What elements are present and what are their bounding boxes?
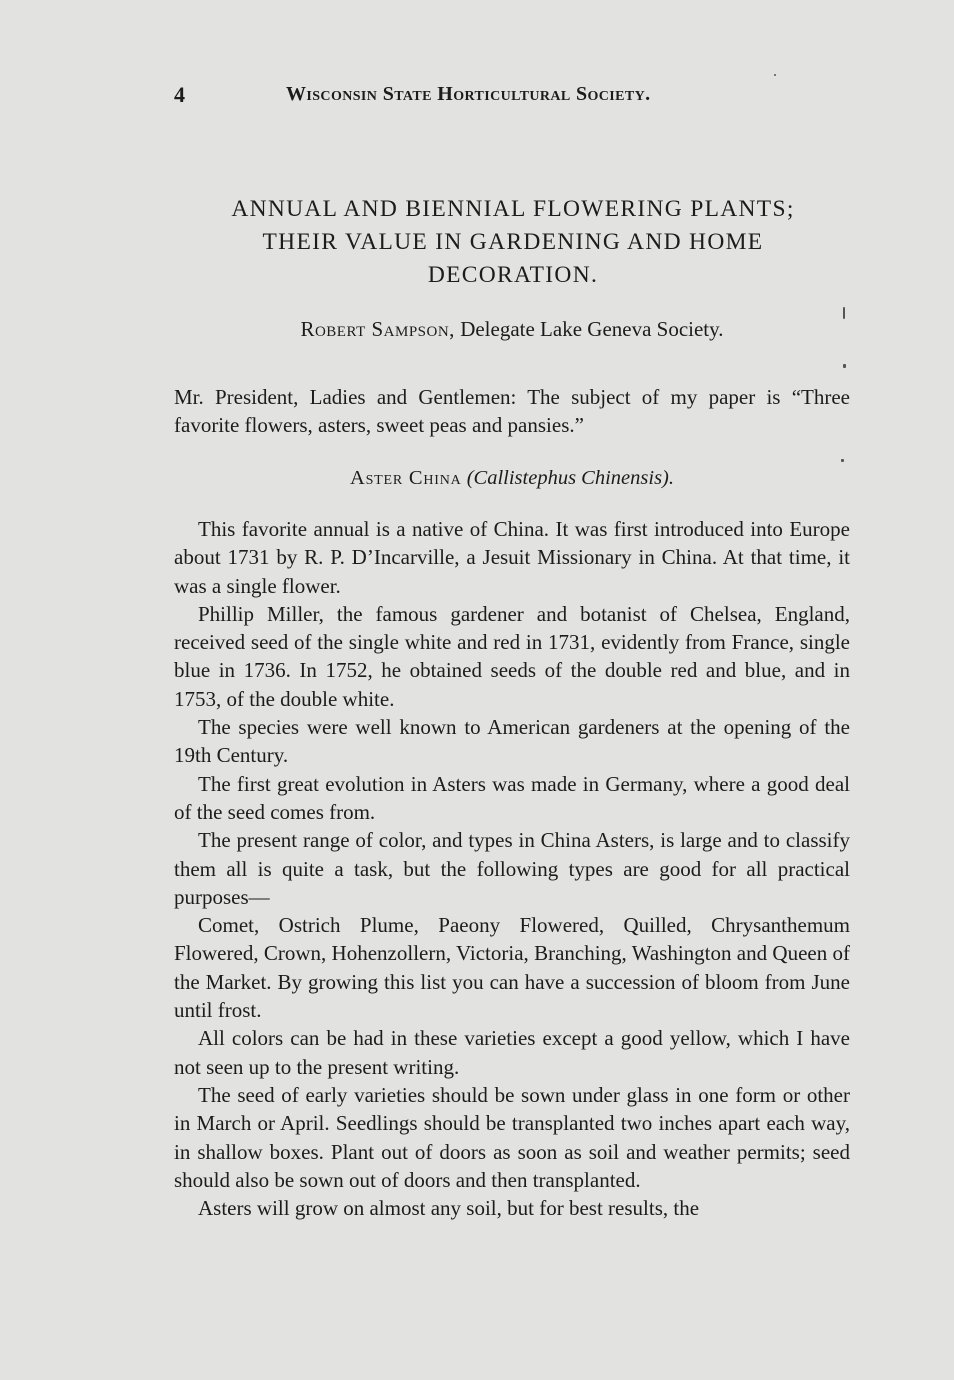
title-line: ANNUAL AND BIENNIAL FLOWERING PLANTS; bbox=[231, 196, 795, 222]
section-heading-name: Aster China bbox=[349, 467, 462, 489]
author-line bbox=[174, 317, 850, 342]
body-paragraph: The first great evolution in Asters was made in Germany, where a good deal of the seed comes from. bbox=[174, 771, 850, 824]
body-paragraph: All colors can be had in these varieties except a good yellow, which I have not seen up to the present writing. bbox=[174, 1026, 850, 1079]
body-text bbox=[174, 515, 850, 1222]
scan-speck bbox=[843, 364, 846, 368]
running-head bbox=[174, 82, 850, 112]
author-name: Robert Sampson, bbox=[300, 317, 455, 341]
intro-paragraph: Mr. President, Ladies and Gentlemen: The subject of my paper is “Three favorite flowers, asters, sweet peas and pansies.” bbox=[174, 385, 850, 437]
body-paragraph: This favorite annual is a native of China. It was first introduced into Europe about 1731 by R. P. D’Incarville, a Jesuit Missionary in China. At that time, it was a single flower. bbox=[174, 517, 850, 598]
article-title bbox=[170, 193, 856, 292]
body-paragraph: The species were well known to American gardeners at the opening of the 19th Century. bbox=[174, 715, 850, 768]
scan-speck bbox=[843, 307, 845, 319]
body-paragraph: The seed of early varieties should be sown under glass in one form or other in March or April. Seedlings should be transplanted two inches apart each way, in shallow boxes. Plant out of doors as soon as soil and weather permits; seed should also be sown out of doors and then transplanted. bbox=[174, 1082, 850, 1192]
scan-speck bbox=[841, 459, 844, 462]
title-line: DECORATION. bbox=[427, 262, 599, 288]
body-paragraph: Phillip Miller, the famous gardener and botanist of Chelsea, England, received seed of the single white and red in 1731, evidently from France, single blue in 1736. In 1752, he obtained seeds of the double red and blue, and in 1753, of the double white. bbox=[174, 601, 850, 711]
page-number: 4 bbox=[174, 82, 185, 107]
title-line: THEIR VALUE IN GARDENING AND HOME bbox=[262, 229, 764, 255]
body-paragraph: Comet, Ostrich Plume, Paeony Flowered, Quilled, Chrysanthemum Flowered, Crown, Hohenzollern, Victoria, Branching, Washington and Queen of the Market. By growing this list you can have a succession of bloom from June until frost. bbox=[174, 913, 850, 1023]
body-paragraph: The present range of color, and types in China Asters, is large and to classify them all is quite a task, but the following types are good for all practical purposes— bbox=[174, 828, 850, 909]
author-affiliation: Delegate Lake Geneva Society. bbox=[460, 317, 724, 341]
body-paragraph: Asters will grow on almost any soil, but for best results, the bbox=[198, 1196, 700, 1221]
journal-title: Wisconsin State Horticultural Society. bbox=[286, 83, 651, 105]
section-heading-latin: (Callistephus Chinensis). bbox=[466, 467, 675, 489]
section-heading bbox=[174, 467, 850, 490]
scan-speck bbox=[774, 74, 776, 76]
